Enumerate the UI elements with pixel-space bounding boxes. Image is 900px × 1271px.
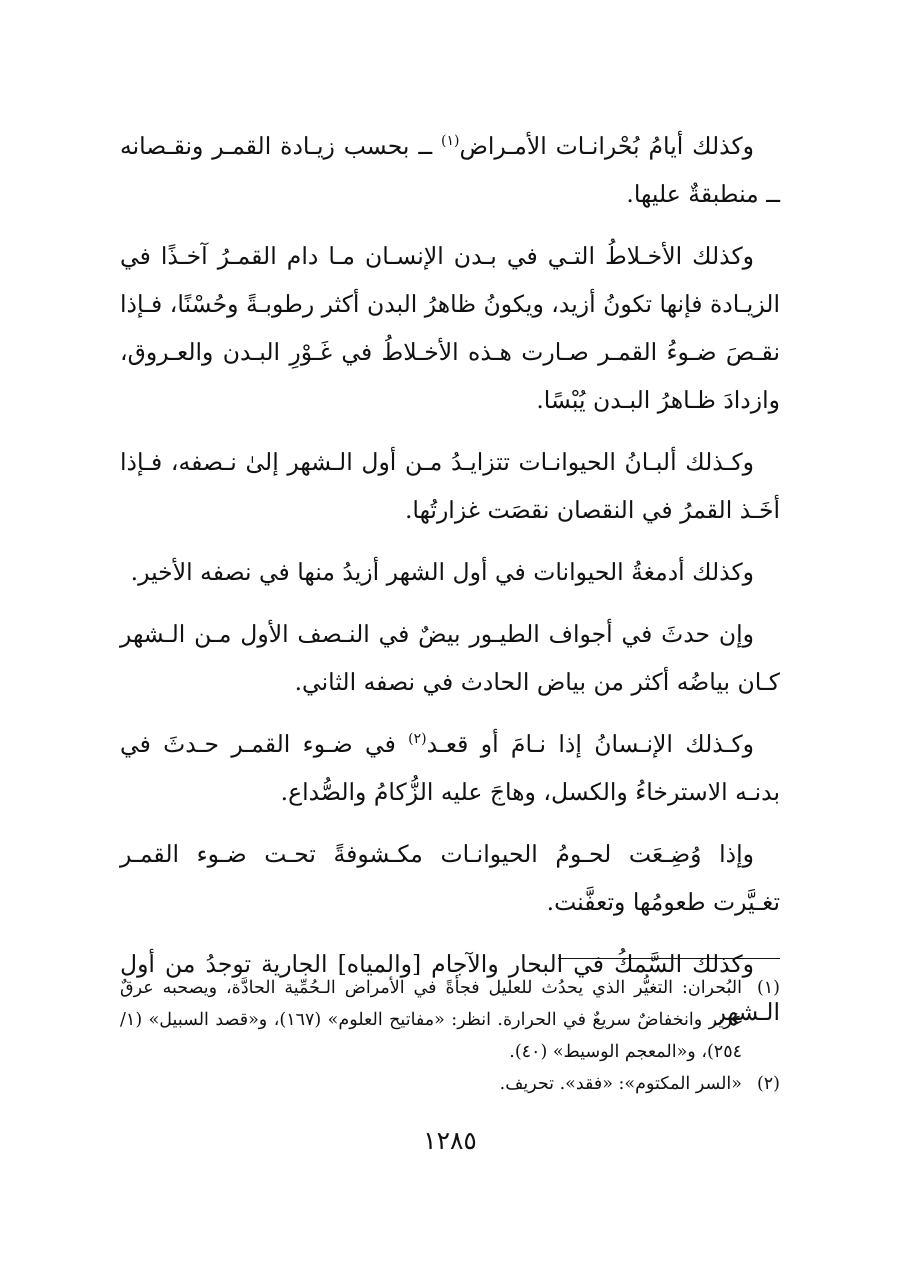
footnotes [120,972,780,1100]
footnote [120,1068,780,1100]
paragraph [120,720,780,816]
paragraph-text-continued: ــ بحسب زيـادة القمـر ونقـصانه ــ منطبقةٌ عليها. [120,132,780,208]
paragraph: وكذلك أدمغةُ الحيوانات في أول الشهر أزيدُ منها في نصفه الأخير. [130,558,754,586]
main-text [120,122,780,1050]
page-number: ١٢٨٥ [423,1126,477,1155]
paragraph-text-continued: في ضـوء القمـر حـدثَ في بدنـه الاسترخاءُ والكسل، وهاجَ عليه الزُّكامُ والصُّداع. [120,730,780,806]
paragraph: وكـذلك ألبـانُ الحيوانـات تتزايـدُ مـن أول الـشهر إلىٰ نـصفه، فـإذا أخَـذ القمرُ في النقصان نقصَت غزارتُها. [120,448,780,524]
footnote-text: «السر المكتوم»: «فقد». تحريف. [499,1074,742,1094]
paragraph: وإذا وُضِـعَت لحـومُ الحيوانـات مكـشوفةً تحـت ضـوء القمـر تغـيَّرت طعومُها وتعفَّنت. [120,840,780,916]
paragraph: وإن حدثَ في أجواف الطيـور بيضٌ في النـصف الأول مـن الـشهر كـان بياضُه أكثر من بياض الحادث في نصفه الثاني. [120,620,780,696]
footnote-reference: (٢) [408,731,427,748]
paragraph-text: وكذلك أيامُ بُحْرانـات الأمـراض [459,132,754,160]
paragraph-text: وكـذلك الإنـسانُ إذا نـامَ أو قعـد [426,730,755,758]
paragraph: وكذلك السَّمكُ في البحار والآجام [والمياه] الجارية توجدُ من أول الـشهر [120,950,780,1026]
footnote [120,972,780,1068]
footnote-divider [558,958,780,959]
footnote-reference: (١) [441,133,460,150]
footnote-number: (١) [756,978,780,998]
paragraph [120,122,780,218]
paragraph: وكذلك الأخـلاطُ التـي في بـدن الإنسـان مـا دام القمـرُ آخـذًا في الزيـادة فإنها تكونُ أزيد، ويكونُ ظاهرُ البدن أكثر رطوبـةً وحُسْنًا، فـإذا نقـصَ ضـوءُ القمـر صـارت هـذه الأخـلاطُ في غَـوْرِ البـدن والعـروق، وازدادَ ظـاهرُ البـدن يُبْسًا. [120,242,780,414]
footnote-number: (٢) [756,1074,780,1094]
footnote-text: البُحران: التغيُّر الذي يحدُث للعليل فجأةً في الأمراض الـحُمِّية الحادَّة، ويصحبه عرقٌ غزير وانخفاضٌ سريعٌ في الحرارة. انظر: «مفاتيح العلوم» (١٦٧)، و«قصد السبيل» (١/ ٢٥٤)، و«المعجم الوسيط» (٤٠). [120,978,742,1062]
